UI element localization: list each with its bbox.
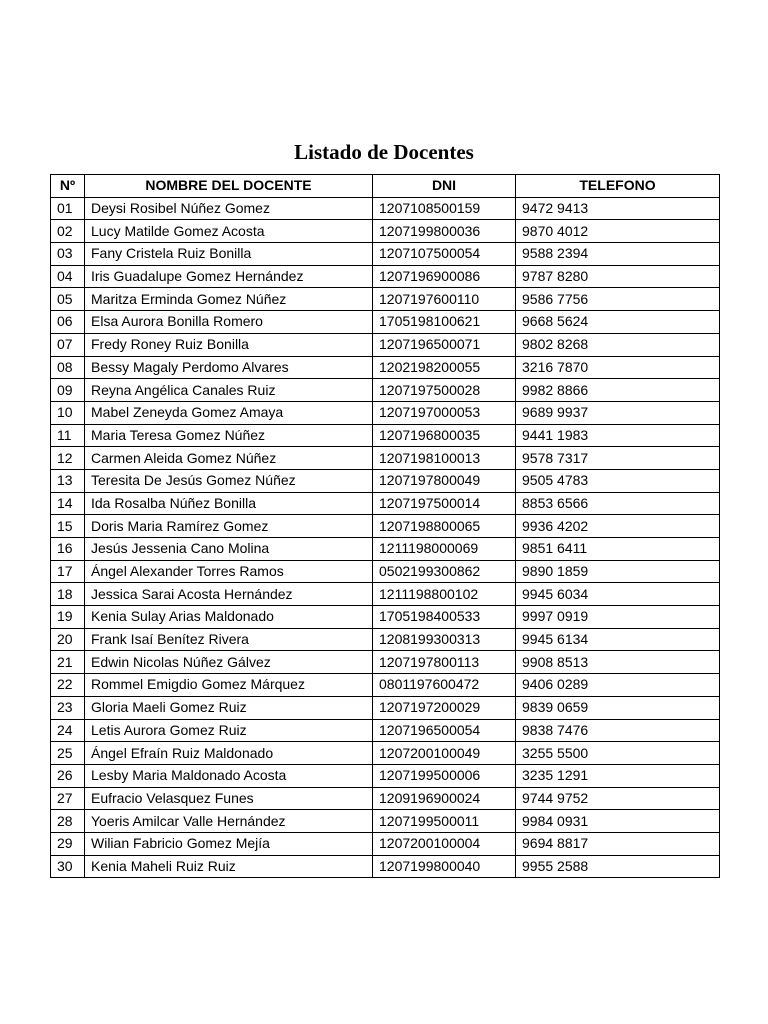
teacher-name: Fany Cristela Ruiz Bonilla — [85, 243, 373, 266]
teacher-name: Frank Isaí Benítez Rivera — [85, 628, 373, 651]
teacher-dni: 1209196900024 — [373, 787, 516, 810]
row-number: 25 — [51, 742, 85, 765]
table-header-row — [51, 175, 720, 198]
row-number: 15 — [51, 515, 85, 538]
teacher-dni: 1207196800035 — [373, 424, 516, 447]
teacher-phone: 9441 1983 — [516, 424, 720, 447]
teacher-dni: 1705198100621 — [373, 311, 516, 334]
teacher-name: Deysi Rosibel Núñez Gomez — [85, 197, 373, 220]
row-number: 02 — [51, 220, 85, 243]
teacher-dni: 1207199500011 — [373, 810, 516, 833]
table-row — [51, 719, 720, 742]
teacher-name: Maritza Erminda Gomez Núñez — [85, 288, 373, 311]
teacher-phone: 9870 4012 — [516, 220, 720, 243]
teacher-name: Reyna Angélica Canales Ruiz — [85, 379, 373, 402]
row-number: 29 — [51, 832, 85, 855]
teacher-phone: 9802 8268 — [516, 333, 720, 356]
table-row — [51, 492, 720, 515]
table-row — [51, 243, 720, 266]
teacher-phone: 9586 7756 — [516, 288, 720, 311]
row-number: 23 — [51, 696, 85, 719]
row-number: 06 — [51, 311, 85, 334]
teacher-name: Iris Guadalupe Gomez Hernández — [85, 265, 373, 288]
table-row — [51, 538, 720, 561]
teacher-name: Mabel Zeneyda Gomez Amaya — [85, 401, 373, 424]
table-row — [51, 764, 720, 787]
teacher-name: Jessica Sarai Acosta Hernández — [85, 583, 373, 606]
row-number: 19 — [51, 606, 85, 629]
teacher-name: Rommel Emigdio Gomez Márquez — [85, 674, 373, 697]
teacher-phone: 9982 8866 — [516, 379, 720, 402]
teacher-name: Ida Rosalba Núñez Bonilla — [85, 492, 373, 515]
teacher-name: Maria Teresa Gomez Núñez — [85, 424, 373, 447]
teacher-dni: 0801197600472 — [373, 674, 516, 697]
teacher-dni: 1207199800040 — [373, 855, 516, 878]
teacher-dni: 1207107500054 — [373, 243, 516, 266]
teacher-phone: 9472 9413 — [516, 197, 720, 220]
table-row — [51, 583, 720, 606]
teacher-dni: 1207197500014 — [373, 492, 516, 515]
row-number: 07 — [51, 333, 85, 356]
row-number: 09 — [51, 379, 85, 402]
teacher-name: Letis Aurora Gomez Ruiz — [85, 719, 373, 742]
teacher-name: Gloria Maeli Gomez Ruiz — [85, 696, 373, 719]
table-row — [51, 606, 720, 629]
teacher-phone: 9984 0931 — [516, 810, 720, 833]
teacher-dni: 0502199300862 — [373, 560, 516, 583]
teacher-name: Carmen Aleida Gomez Núñez — [85, 447, 373, 470]
teacher-name: Kenia Maheli Ruiz Ruiz — [85, 855, 373, 878]
table-row — [51, 197, 720, 220]
row-number: 24 — [51, 719, 85, 742]
row-number: 01 — [51, 197, 85, 220]
table-row — [51, 810, 720, 833]
table-row — [51, 333, 720, 356]
row-number: 17 — [51, 560, 85, 583]
table-row — [51, 674, 720, 697]
row-number: 13 — [51, 469, 85, 492]
table-row — [51, 515, 720, 538]
column-header-dni: DNI — [373, 175, 516, 198]
teacher-dni: 1207198800065 — [373, 515, 516, 538]
teacher-name: Jesús Jessenia Cano Molina — [85, 538, 373, 561]
teachers-table — [50, 174, 720, 878]
teacher-phone: 9839 0659 — [516, 696, 720, 719]
row-number: 14 — [51, 492, 85, 515]
row-number: 08 — [51, 356, 85, 379]
row-number: 28 — [51, 810, 85, 833]
row-number: 27 — [51, 787, 85, 810]
teacher-dni: 1207199500006 — [373, 764, 516, 787]
teacher-dni: 1208199300313 — [373, 628, 516, 651]
table-row — [51, 560, 720, 583]
teacher-dni: 1207197600110 — [373, 288, 516, 311]
teacher-phone: 9578 7317 — [516, 447, 720, 470]
table-row — [51, 288, 720, 311]
teacher-dni: 1207196500071 — [373, 333, 516, 356]
teacher-name: Kenia Sulay Arias Maldonado — [85, 606, 373, 629]
table-row — [51, 379, 720, 402]
row-number: 04 — [51, 265, 85, 288]
teacher-dni: 1207108500159 — [373, 197, 516, 220]
table-row — [51, 628, 720, 651]
teacher-name: Edwin Nicolas Núñez Gálvez — [85, 651, 373, 674]
teacher-dni: 1207197800113 — [373, 651, 516, 674]
teacher-name: Bessy Magaly Perdomo Alvares — [85, 356, 373, 379]
table-row — [51, 220, 720, 243]
row-number: 22 — [51, 674, 85, 697]
teacher-dni: 1207197800049 — [373, 469, 516, 492]
teacher-dni: 1207198100013 — [373, 447, 516, 470]
table-row — [51, 265, 720, 288]
row-number: 03 — [51, 243, 85, 266]
teacher-phone: 9890 1859 — [516, 560, 720, 583]
teacher-phone: 9997 0919 — [516, 606, 720, 629]
row-number: 05 — [51, 288, 85, 311]
teacher-phone: 9744 9752 — [516, 787, 720, 810]
teacher-dni: 1202198200055 — [373, 356, 516, 379]
teacher-name: Teresita De Jesús Gomez Núñez — [85, 469, 373, 492]
teacher-name: Lucy Matilde Gomez Acosta — [85, 220, 373, 243]
teacher-dni: 1207200100049 — [373, 742, 516, 765]
teacher-dni: 1207200100004 — [373, 832, 516, 855]
table-row — [51, 311, 720, 334]
teacher-dni: 1207197200029 — [373, 696, 516, 719]
row-number: 30 — [51, 855, 85, 878]
row-number: 12 — [51, 447, 85, 470]
column-header-phone: TELEFONO — [516, 175, 720, 198]
teacher-dni: 1207197000053 — [373, 401, 516, 424]
row-number: 26 — [51, 764, 85, 787]
table-row — [51, 832, 720, 855]
teacher-phone: 9668 5624 — [516, 311, 720, 334]
column-header-number: Nº — [51, 175, 85, 198]
teacher-name: Wilian Fabricio Gomez Mejía — [85, 832, 373, 855]
teacher-phone: 9908 8513 — [516, 651, 720, 674]
row-number: 11 — [51, 424, 85, 447]
teacher-name: Lesby Maria Maldonado Acosta — [85, 764, 373, 787]
teacher-dni: 1211198000069 — [373, 538, 516, 561]
teacher-dni: 1207199800036 — [373, 220, 516, 243]
teacher-phone: 8853 6566 — [516, 492, 720, 515]
table-row — [51, 356, 720, 379]
teacher-phone: 9588 2394 — [516, 243, 720, 266]
table-row — [51, 855, 720, 878]
table-row — [51, 696, 720, 719]
teacher-phone: 9694 8817 — [516, 832, 720, 855]
table-row — [51, 787, 720, 810]
teacher-phone: 3255 5500 — [516, 742, 720, 765]
table-row — [51, 447, 720, 470]
teacher-phone: 3235 1291 — [516, 764, 720, 787]
teacher-dni: 1211198800102 — [373, 583, 516, 606]
teacher-name: Doris Maria Ramírez Gomez — [85, 515, 373, 538]
teacher-phone: 9406 0289 — [516, 674, 720, 697]
teacher-dni: 1705198400533 — [373, 606, 516, 629]
row-number: 18 — [51, 583, 85, 606]
column-header-name: NOMBRE DEL DOCENTE — [85, 175, 373, 198]
table-row — [51, 401, 720, 424]
teacher-name: Eufracio Velasquez Funes — [85, 787, 373, 810]
row-number: 10 — [51, 401, 85, 424]
teacher-dni: 1207197500028 — [373, 379, 516, 402]
teacher-dni: 1207196900086 — [373, 265, 516, 288]
teacher-dni: 1207196500054 — [373, 719, 516, 742]
table-row — [51, 651, 720, 674]
teacher-phone: 9936 4202 — [516, 515, 720, 538]
teacher-name: Yoeris Amilcar Valle Hernández — [85, 810, 373, 833]
teacher-phone: 9851 6411 — [516, 538, 720, 561]
teacher-name: Elsa Aurora Bonilla Romero — [85, 311, 373, 334]
row-number: 16 — [51, 538, 85, 561]
page-title: Listado de Docentes — [294, 140, 474, 164]
teacher-name: Fredy Roney Ruiz Bonilla — [85, 333, 373, 356]
teacher-phone: 9838 7476 — [516, 719, 720, 742]
teacher-name: Ángel Efraín Ruiz Maldonado — [85, 742, 373, 765]
teacher-phone: 3216 7870 — [516, 356, 720, 379]
table-body — [51, 197, 720, 878]
teacher-name: Ángel Alexander Torres Ramos — [85, 560, 373, 583]
row-number: 21 — [51, 651, 85, 674]
teacher-phone: 9945 6134 — [516, 628, 720, 651]
table-row — [51, 742, 720, 765]
teacher-phone: 9689 9937 — [516, 401, 720, 424]
table-row — [51, 424, 720, 447]
teacher-phone: 9787 8280 — [516, 265, 720, 288]
teacher-phone: 9945 6034 — [516, 583, 720, 606]
teacher-phone: 9505 4783 — [516, 469, 720, 492]
row-number: 20 — [51, 628, 85, 651]
table-row — [51, 469, 720, 492]
teacher-phone: 9955 2588 — [516, 855, 720, 878]
